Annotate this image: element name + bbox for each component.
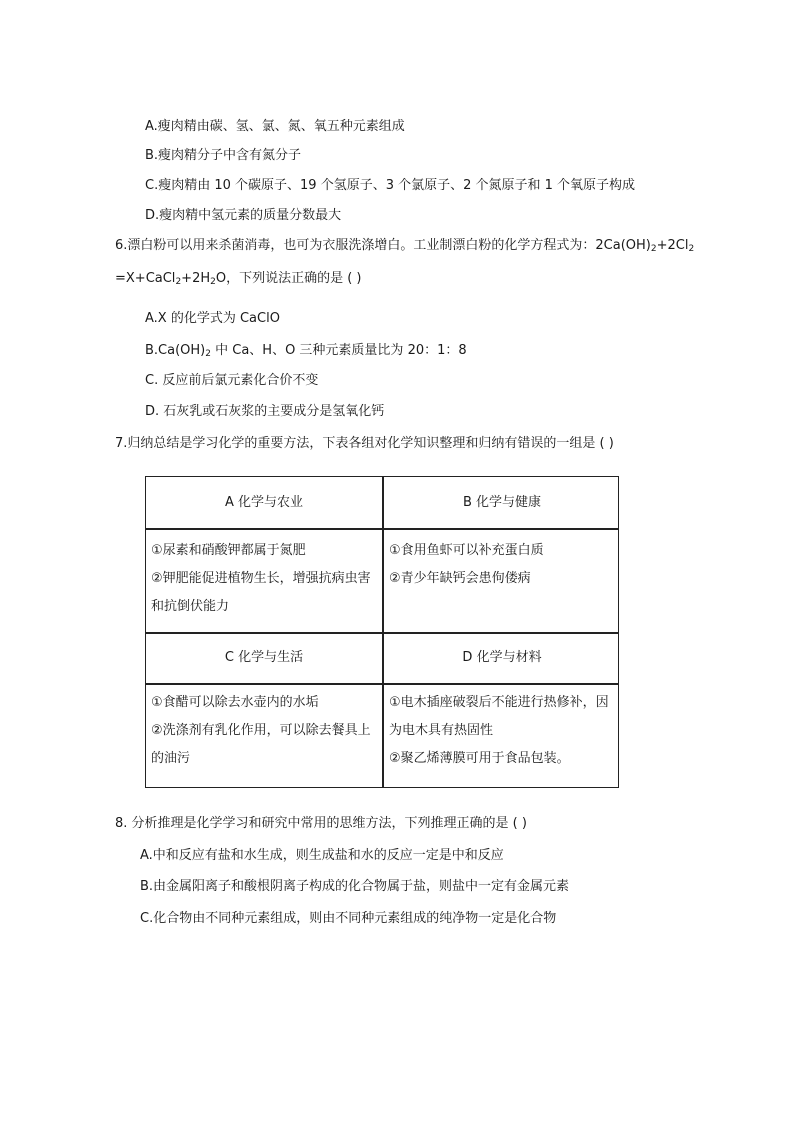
- list-item: ②洗涤剂有乳化作用，可以除去餐具上的油污: [151, 723, 371, 766]
- cell-title-c: C 化学与生活: [224, 650, 304, 665]
- cell-content-d: [389, 689, 615, 773]
- q7-stem: 7.归纳总结是学习化学的重要方法，下表各组对化学知识整理和归纳有错误的一组是 ( ): [115, 436, 614, 451]
- q8-option-a: A.中和反应有盐和水生成，则生成盐和水的反应一定是中和反应: [140, 848, 504, 863]
- q6-option-b: $B.Ca(OH)_2$ 中 Ca、H、O 三种元素质量比为 20：1：8: [145, 343, 467, 359]
- table-row-divider: [146, 528, 618, 530]
- q6-option-d: D. 石灰乳或石灰浆的主要成分是氢氧化钙: [145, 404, 385, 419]
- q7-table: [145, 476, 619, 788]
- list-item: ①食用鱼虾可以补充蛋白质: [389, 543, 544, 558]
- cell-content-b: [389, 537, 615, 593]
- list-item: ①电木插座破裂后不能进行热修补，因为电木具有热固性: [389, 695, 609, 738]
- q8-option-c: C.化合物由不同种元素组成，则由不同种元素组成的纯净物一定是化合物: [140, 911, 557, 926]
- cell-title-a: A 化学与农业: [224, 495, 304, 510]
- list-item: ①食醋可以除去水壶内的水垢: [151, 695, 319, 710]
- cell-content-a: [151, 537, 377, 621]
- q6-option-a: A.X 的化学式为 CaClO: [145, 311, 280, 326]
- table-row-divider: [146, 683, 618, 685]
- q6-option-c: C. 反应前后氯元素化合价不变: [145, 373, 319, 388]
- cell-title-d: D 化学与材料: [462, 650, 542, 665]
- q6-stem-line2: $=X+CaCl_2+2H_2O$，下列说法正确的是 ( ): [115, 271, 362, 287]
- cell-content-c: [151, 689, 377, 773]
- q5-option-c: C.瘦肉精由 10 个碳原子、19 个氢原子、3 个氯原子、2 个氮原子和 1 个氧原子构成: [145, 178, 636, 193]
- q5-option-b: B.瘦肉精分子中含有氮分子: [145, 148, 302, 163]
- list-item: ②钾肥能促进植物生长，增强抗病虫害和抗倒伏能力: [151, 571, 371, 614]
- table-row-divider: [146, 632, 618, 634]
- list-item: ①尿素和硝酸钾都属于氮肥: [151, 543, 306, 558]
- list-item: ②青少年缺钙会患佝偻病: [389, 571, 531, 586]
- list-item: ②聚乙烯薄膜可用于食品包装。: [389, 751, 570, 766]
- cell-title-b: B 化学与健康: [462, 495, 542, 510]
- q8-option-b: B.由金属阳离子和酸根阴离子构成的化合物属于盐，则盐中一定有金属元素: [140, 879, 570, 894]
- q5-option-a: A.瘦肉精由碳、氢、氯、氮、氧五种元素组成: [145, 119, 405, 134]
- q5-option-d: D.瘦肉精中氢元素的质量分数最大: [145, 208, 342, 223]
- q8-stem: 8. 分析推理是化学学习和研究中常用的思维方法，下列推理正确的是 ( ): [115, 816, 527, 831]
- q6-stem-line1: 6.漂白粉可以用来杀菌消毒，也可为衣服洗涤增白。工业制漂白粉的化学方程式为：$2Ca(OH)_2+2Cl_2$: [115, 238, 695, 254]
